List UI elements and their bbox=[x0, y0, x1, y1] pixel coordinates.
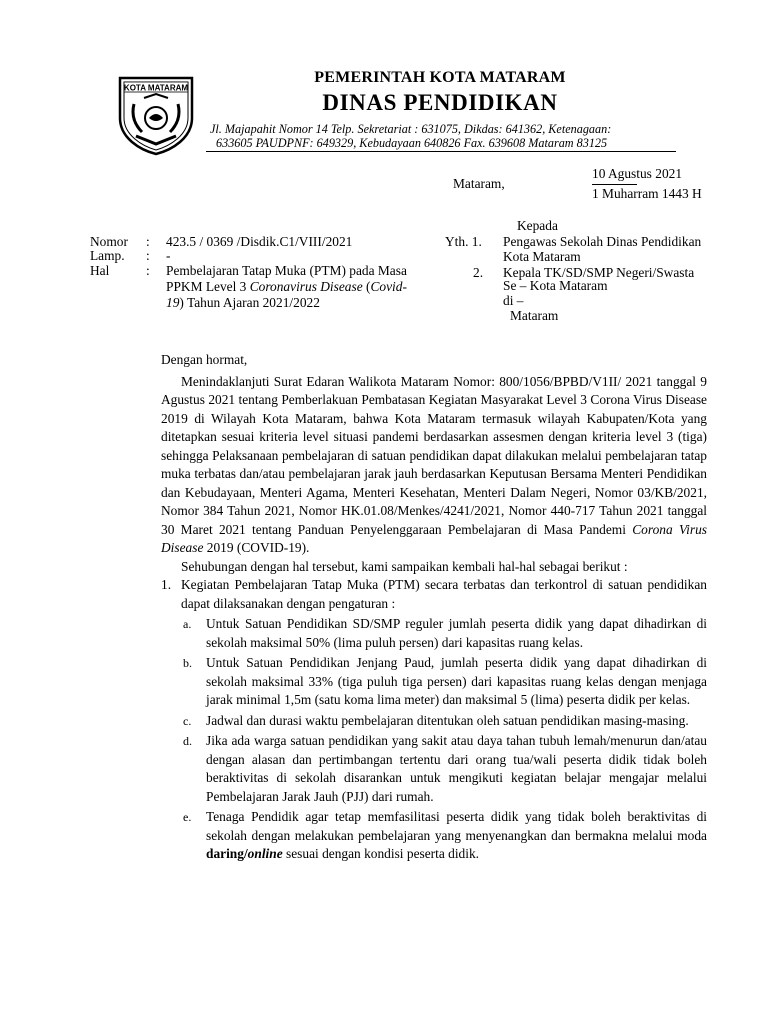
government-title: PEMERINTAH KOTA MATARAM bbox=[314, 69, 566, 86]
sub-item-a-letter: a. bbox=[183, 617, 192, 631]
sub-item-b-text: Untuk Satuan Pendidikan Jenjang Paud, jumlah peserta didik yang dapat dihadirkan di sekolah maksimal 33% (tiga puluh tiga persen) dari kapasitas ruang kelas dengan menjaga jarak minimal 1,5m (satu koma lima meter) dan maksimal 5 (lima) peserta didik per kelas. bbox=[206, 655, 707, 707]
recipient-2-number: 2. bbox=[473, 265, 484, 280]
list-item-1 bbox=[161, 576, 707, 613]
hal-line-3: 19) Tahun Ajaran 2021/2022 bbox=[166, 295, 320, 310]
nomor-colon: : bbox=[146, 234, 150, 249]
hal-line-1: Pembelajaran Tatap Muka (PTM) pada Masa bbox=[166, 263, 407, 278]
hal-colon: : bbox=[146, 263, 150, 278]
recipient-1-line-2: Kota Mataram bbox=[503, 249, 581, 264]
nomor-value: 423.5 / 0369 /Disdik.C1/VIII/2021 bbox=[166, 234, 353, 249]
header-rule bbox=[206, 151, 676, 152]
sub-item-b-letter: b. bbox=[183, 656, 192, 670]
list-item-1-number: 1. bbox=[161, 577, 172, 592]
city-emblem-logo bbox=[116, 74, 196, 156]
nomor-label: Nomor bbox=[90, 234, 128, 249]
lamp-colon: : bbox=[146, 248, 150, 263]
paragraph-2: Sehubungan dengan hal tersebut, kami sampaikan kembali hal-hal sebagai berikut : bbox=[181, 558, 628, 574]
sub-item-c-letter: c. bbox=[183, 713, 192, 728]
date-gregorian: 10 Agustus 2021 bbox=[592, 166, 683, 181]
date-hijri: 1 Muharram 1443 H bbox=[592, 186, 702, 201]
sub-item-b bbox=[161, 654, 707, 710]
department-title: DINAS PENDIDIKAN bbox=[322, 90, 558, 115]
address-line-2: 633605 PAUDPNF: 649329, Kebudayaan 640826 Fax. 639608 Mataram 83125 bbox=[216, 136, 608, 150]
recipient-2-line-3: di – bbox=[503, 293, 524, 308]
sub-item-a bbox=[161, 615, 707, 652]
sub-item-d-letter: d. bbox=[183, 734, 192, 748]
paragraph-1: Menindaklanjuti Surat Edaran Walikota Mataram Nomor: 800/1056/BPBD/V1II/ 2021 tanggal 9 Agustus 2021 tentang Pemberlakuan Pembatasan Kegiatan Masyarakat Level 3 Corona Virus Disease 2019 di Wilayah Kota Mataram, bahwa Kota Mataram termasuk wilayah Kabupaten/Kota yang ditetapkan sesuai kriteria level situasi pandemi berdasarkan assesmen dengan kriteria level 3 (tiga) sehingga Pelaksanaan pembelajaran di satuan pendidikan dapat dilakukan melalui pembelajaran tatap muka terbatas dan/atau pembelajaran jarak jauh berdasarkan Keputusan Bersama Menteri Pendidikan dan Kebudayaan, Menteri Agama, Menteri Kesehatan, Menteri Dalam Negeri, Nomor 03/KB/2021, Nomor 384 Tahun 2021, Nomor HK.01.08/Menkes/4241/2021, Nomor 440-717 Tahun 2021 tanggal 30 Maret 2021 tentang Panduan Penyelenggaraan Pembelajaran di Masa Pandemi Corona Virus Disease 2019 (COVID-19). bbox=[161, 373, 707, 555]
date-divider bbox=[592, 184, 637, 185]
salutation: Dengan hormat, bbox=[161, 352, 248, 367]
sub-item-e-text: Tenaga Pendidik agar tetap memfasilitasi peserta didik yang tidak boleh beraktivitas di sekolah dengan melakukan pembelajaran yang menyenangkan dan bermakna melalui moda daring/online sesuai dengan kondisi peserta didik. bbox=[206, 809, 707, 861]
sub-item-c bbox=[161, 712, 707, 731]
recipient-1-line-1: Pengawas Sekolah Dinas Pendidikan bbox=[503, 234, 702, 249]
sub-item-d-text: Jika ada warga satuan pendidikan yang sakit atau daya tahan tubuh lemah/menurun dan/atau dengan alasan dan pertimbangan tertentu dari orang tua/wali peserta didik tidak boleh beraktivitas di sekolah disarankan untuk mengikuti kegiatan belajar mengajar melalui Pembelajaran Jarak Jauh (PJJ) dari rumah. bbox=[206, 733, 707, 804]
recipient-2-line-4: Mataram bbox=[510, 308, 559, 323]
lamp-value: - bbox=[166, 248, 171, 263]
sub-item-e bbox=[161, 808, 707, 864]
sub-item-c-text: Jadwal dan durasi waktu pembelajaran ditentukan oleh satuan pendidikan masing-masing. bbox=[206, 712, 689, 728]
address-line-1: Jl. Majapahit Nomor 14 Telp. Sekretariat : 631075, Dikdas: 641362, Ketenagaan: bbox=[210, 122, 612, 136]
recipient-2-line-1: Kepala TK/SD/SMP Negeri/Swasta bbox=[503, 265, 695, 280]
svg-text:KOTA MATARAM: KOTA MATARAM bbox=[123, 83, 189, 93]
lamp-label: Lamp. bbox=[90, 248, 125, 263]
hal-label: Hal bbox=[90, 263, 110, 278]
date-place: Mataram, bbox=[453, 176, 505, 191]
sub-item-e-letter: e. bbox=[183, 810, 192, 824]
recipient-kepada: Kepada bbox=[517, 218, 558, 233]
hal-line-2: PPKM Level 3 Coronavirus Disease (Covid- bbox=[166, 279, 407, 294]
letter-body bbox=[161, 351, 707, 864]
list-item-1-text: Kegiatan Pembelajaran Tatap Muka (PTM) secara terbatas dan terkontrol di satuan pendidikan dapat dilaksanakan dengan pengaturan : bbox=[181, 577, 707, 611]
recipient-2-line-2: Se – Kota Mataram bbox=[503, 278, 608, 293]
sub-item-a-text: Untuk Satuan Pendidikan SD/SMP reguler jumlah peserta didik yang dapat dihadirkan di sekolah maksimal 50% (lima puluh persen) dari kapasitas ruang kelas. bbox=[206, 616, 707, 650]
recipient-yth: Yth. 1. bbox=[445, 234, 482, 249]
sub-item-d bbox=[161, 732, 707, 806]
